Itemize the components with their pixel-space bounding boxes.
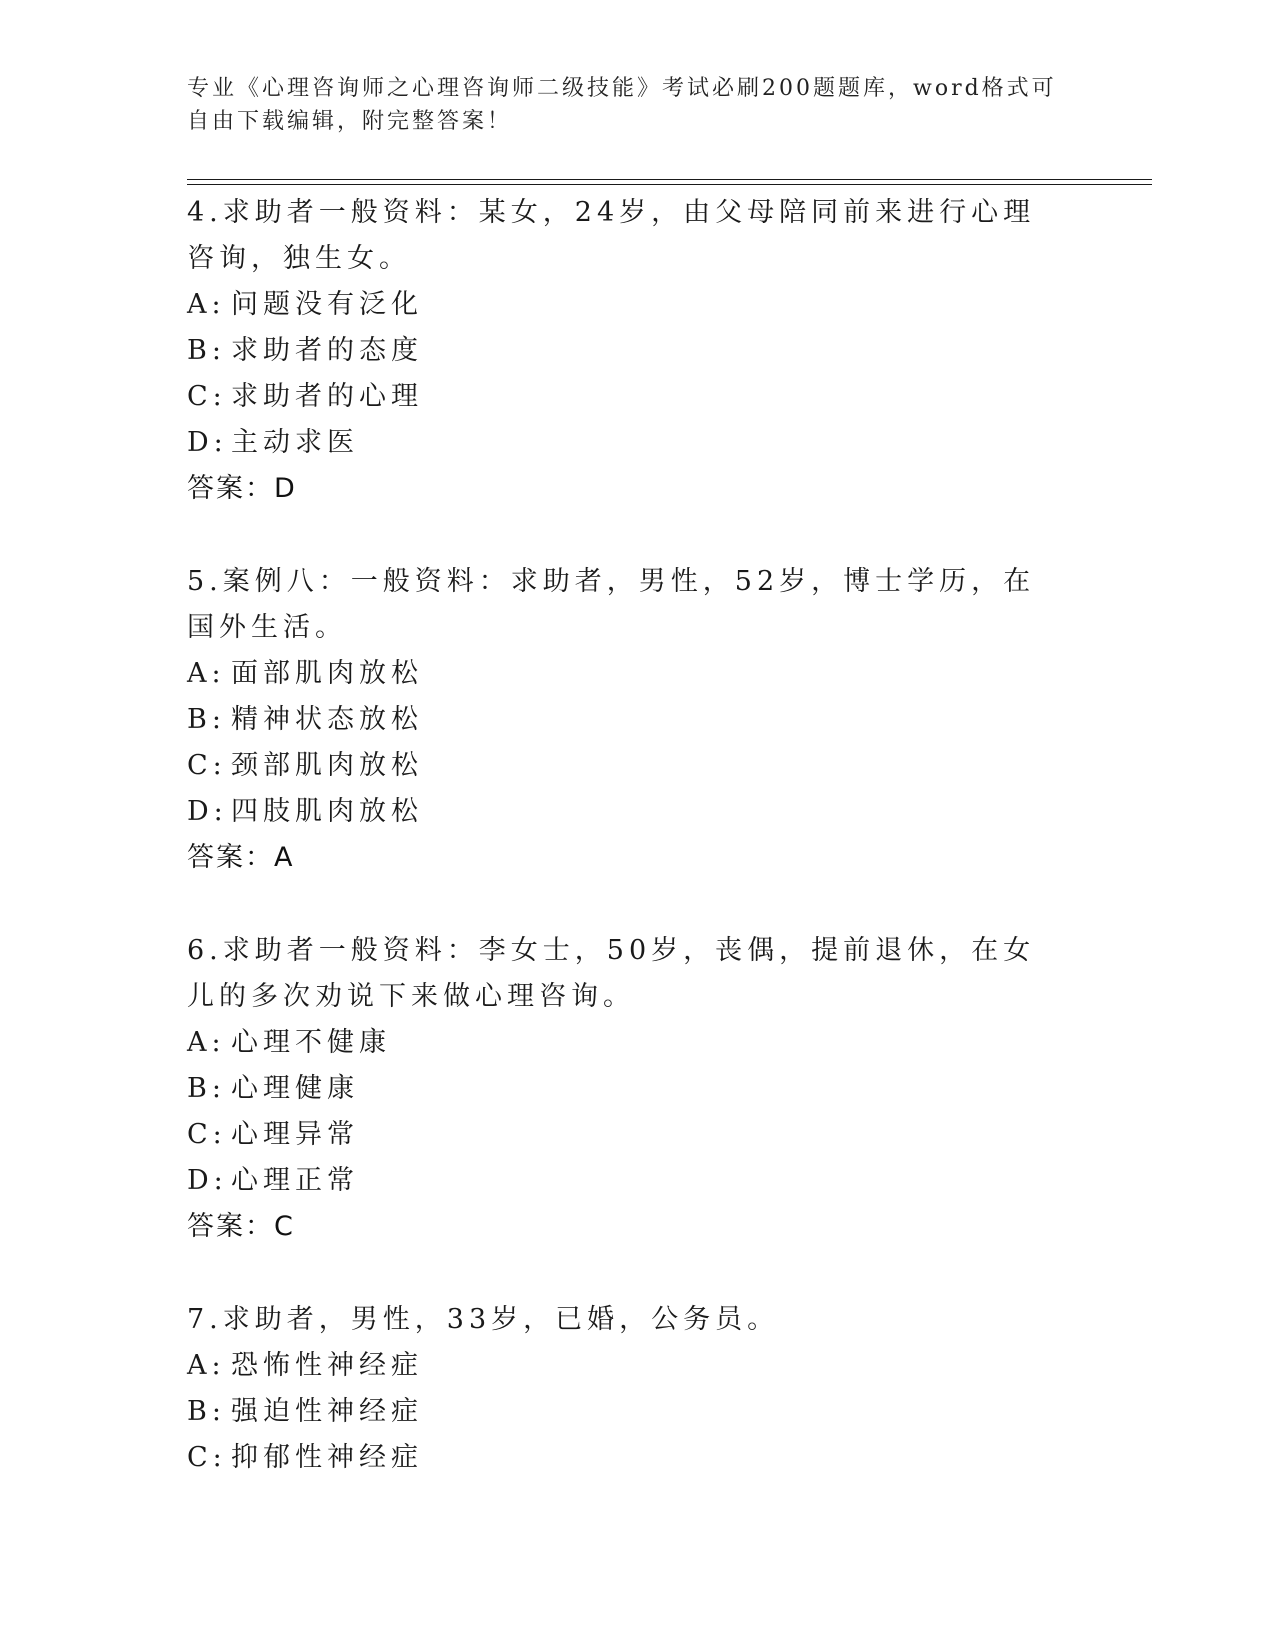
option-b [187, 1389, 1067, 1435]
option-text: 四肢肌肉放松 [231, 796, 423, 827]
option-letter: D: [187, 796, 228, 827]
question-stem: 7.求助者，男性，33岁，已婚，公务员。 [187, 1304, 780, 1335]
option-letter: B: [187, 704, 226, 735]
option-letter: C: [187, 750, 227, 781]
header-intro-text: 专业《心理咨询师之心理咨询师二级技能》考试必刷200题题库，word格式可自由下载编辑，附完整答案！ [187, 76, 1057, 134]
question-6 [187, 928, 1067, 1250]
option-b [187, 697, 1067, 743]
option-c [187, 374, 1067, 420]
option-letter: A: [187, 1027, 226, 1058]
option-text: 面部肌肉放松 [231, 658, 423, 689]
header-divider-bottom [187, 184, 1152, 185]
option-text: 心理正常 [231, 1165, 359, 1196]
answer-line: 答案：C [187, 1211, 295, 1242]
option-letter: B: [187, 1396, 226, 1427]
option-a [187, 282, 1067, 328]
option-text: 恐怖性神经症 [231, 1350, 423, 1381]
option-text: 心理不健康 [231, 1027, 391, 1058]
question-5 [187, 559, 1067, 881]
option-text: 精神状态放松 [231, 704, 423, 735]
option-text: 求助者的态度 [231, 335, 423, 366]
option-b [187, 1066, 1067, 1112]
option-letter: A: [187, 1350, 226, 1381]
answer-line: 答案：D [187, 473, 297, 504]
option-c [187, 1435, 1067, 1481]
option-text: 主动求医 [231, 427, 359, 458]
document-header [187, 72, 1067, 138]
option-c [187, 743, 1067, 789]
question-stem: 5.案例八：一般资料：求助者，男性，52岁，博士学历，在国外生活。 [187, 566, 1036, 643]
option-text: 强迫性神经症 [231, 1396, 423, 1427]
option-a [187, 651, 1067, 697]
option-letter: C: [187, 1442, 227, 1473]
question-stem: 4.求助者一般资料：某女，24岁，由父母陪同前来进行心理咨询，独生女。 [187, 197, 1036, 274]
option-text: 颈部肌肉放松 [231, 750, 423, 781]
question-stem: 6.求助者一般资料：李女士，50岁，丧偶，提前退休，在女儿的多次劝说下来做心理咨询。 [187, 935, 1036, 1012]
option-letter: D: [187, 1165, 228, 1196]
option-letter: D: [187, 427, 228, 458]
question-list [187, 190, 1067, 1528]
option-letter: C: [187, 381, 227, 412]
option-text: 心理健康 [231, 1073, 359, 1104]
option-letter: B: [187, 1073, 226, 1104]
answer-line: 答案：A [187, 842, 295, 873]
option-d [187, 1158, 1067, 1204]
option-text: 问题没有泛化 [231, 289, 423, 320]
option-text: 心理异常 [231, 1119, 359, 1150]
option-d [187, 789, 1067, 835]
option-letter: B: [187, 335, 226, 366]
option-letter: A: [187, 289, 226, 320]
option-letter: A: [187, 658, 226, 689]
header-divider-top [187, 179, 1152, 180]
option-c [187, 1112, 1067, 1158]
option-a [187, 1020, 1067, 1066]
option-letter: C: [187, 1119, 227, 1150]
option-d [187, 420, 1067, 466]
question-4 [187, 190, 1067, 512]
option-text: 求助者的心理 [231, 381, 423, 412]
option-b [187, 328, 1067, 374]
question-7 [187, 1297, 1067, 1481]
option-a [187, 1343, 1067, 1389]
option-text: 抑郁性神经症 [231, 1442, 423, 1473]
